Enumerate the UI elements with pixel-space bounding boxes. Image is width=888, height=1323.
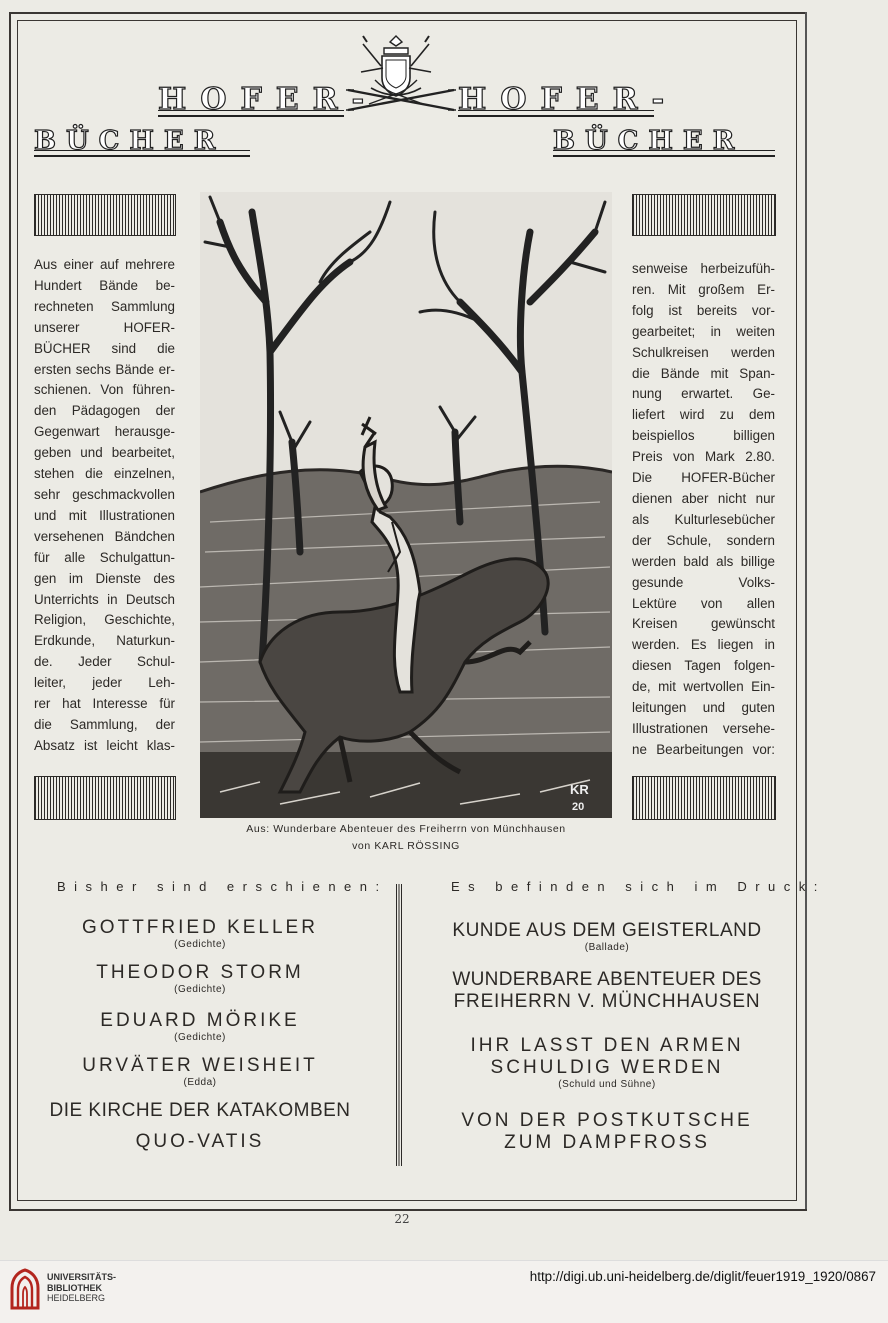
book-title: WUNDERBARE ABENTEUER DES — [452, 969, 762, 990]
illustration-signature-year: 20 — [572, 801, 585, 813]
text-line: werden. Es liegen in — [632, 637, 775, 653]
book-genre: (Gedichte) — [174, 984, 226, 995]
book-title-line2: SCHULDIG WERDEN — [490, 1057, 724, 1078]
text-line: Kreisen gewünscht — [632, 616, 775, 632]
text-line: Unterrichts in Deutsch — [34, 591, 175, 607]
title-buecher-left: BÜCHER — [34, 126, 226, 156]
text-line: dienen aber nicht nur — [632, 490, 775, 506]
text-line: nung erwartet. Ge- — [632, 386, 775, 402]
book-title-line2: FREIHERRN V. MÜNCHHAUSEN — [453, 991, 761, 1012]
text-line: für alle Schulgattun- — [34, 549, 175, 565]
text-line: Preis von Mark 2.80. — [632, 449, 775, 465]
text-line: Die HOFER-Bücher — [632, 470, 775, 486]
book-entry — [10, 917, 390, 951]
text-line: versehenen Bändchen — [34, 528, 175, 544]
text-line: gearbeitet; in weiten — [632, 323, 775, 339]
book-title-line2: ZUM DAMPFROSS — [504, 1132, 710, 1153]
text-line: diesen Tagen folgen- — [632, 658, 775, 674]
text-line: de. Jeder Schul- — [34, 654, 175, 670]
book-genre: (Gedichte) — [174, 939, 226, 950]
book-entry — [417, 969, 797, 1013]
text-line: senweise herbeizufüh- — [632, 261, 775, 276]
text-line: Erdkunde, Naturkun- — [34, 633, 175, 649]
text-line: der Schule, sondern — [632, 532, 775, 548]
logo-text-line: BIBLIOTHEK — [47, 1282, 102, 1293]
text-column-right — [632, 259, 775, 761]
text-line: Aus einer auf mehrere — [34, 257, 175, 272]
title-buecher-right: BÜCHER — [553, 126, 745, 156]
text-line: Lektüre von allen — [632, 595, 775, 611]
page-number: 22 — [394, 1212, 410, 1226]
text-line: sehr geschmackvollen — [34, 486, 175, 502]
book-entry — [417, 1110, 797, 1154]
illustration-signature-initials: KR — [570, 782, 589, 797]
text-line: als Kulturlesebücher — [632, 511, 775, 527]
text-line: Religion, Geschichte, — [34, 612, 175, 628]
crossed-swords-icon — [344, 88, 458, 112]
book-entry — [10, 962, 390, 996]
decor-stripe-bottom-right — [632, 776, 776, 820]
book-title: DIE KIRCHE DER KATAKOMBEN — [49, 1100, 351, 1121]
decor-stripe-top-right — [632, 194, 776, 236]
column-divider — [396, 884, 404, 1166]
book-genre: (Ballade) — [584, 942, 630, 953]
book-entry — [10, 1131, 390, 1153]
book-title: URVÄTER WEISHEIT — [82, 1055, 318, 1076]
text-line: Gegenwart herausge- — [34, 424, 175, 440]
book-title: QUO-VATIS — [135, 1131, 265, 1152]
decor-stripe-top-left — [34, 194, 176, 236]
text-line: de, mit wertvollen Ein- — [632, 679, 775, 695]
text-line: schienen. Von führen- — [34, 382, 175, 398]
book-entry — [10, 1100, 390, 1122]
page-edge-rule — [805, 12, 807, 1209]
book-title: IHR LASST DEN ARMEN — [470, 1035, 744, 1056]
text-line: unserer HOFER- — [34, 319, 175, 335]
text-line: ersten sechs Bände er- — [34, 361, 175, 377]
text-line: werden bald als billige — [632, 553, 775, 569]
text-column-left — [34, 255, 175, 757]
text-line: die Bände mit Span- — [632, 365, 775, 381]
in-print-heading: Es befinden sich im Druck: — [451, 879, 826, 894]
text-line: folg ist bereits vor- — [632, 302, 775, 318]
book-title: GOTTFRIED KELLER — [82, 917, 318, 938]
title-rule-right — [458, 110, 654, 117]
text-line: liefert wird zu dem — [632, 407, 775, 423]
logo-text-line: HEIDELBERG — [47, 1293, 106, 1303]
text-line: geben und bearbeitet, — [34, 445, 175, 461]
text-line: rer hat Interesse für — [34, 696, 175, 712]
text-line: Absatz ist leicht klas- — [34, 737, 175, 753]
title-hofer-left: HOFER- — [158, 82, 379, 117]
text-line: leitungen und guten — [632, 700, 775, 716]
text-line: Illustrationen versehe- — [632, 720, 775, 736]
university-library-name[interactable] — [47, 1272, 116, 1304]
text-line: gesunde Volks- — [632, 574, 775, 590]
text-line: stehen die einzelnen, — [34, 466, 175, 482]
text-line: leiter, jeder Leh- — [34, 675, 175, 691]
title-hofer-right: HOFER- — [458, 82, 679, 117]
title-rule-left — [158, 110, 344, 117]
text-line: und mit Illustrationen — [34, 507, 175, 523]
book-title: EDUARD MÖRIKE — [100, 1010, 300, 1031]
book-entry — [417, 920, 797, 954]
permalink-url[interactable]: http://digi.ub.uni-heidelberg.de/diglit/feuer1919_1920/0867 — [529, 1269, 876, 1284]
book-entry — [10, 1010, 390, 1044]
book-title: THEODOR STORM — [96, 962, 304, 983]
text-line: beispiellos billigen — [632, 428, 775, 444]
text-line: ne Bearbeitungen vor: — [632, 741, 775, 757]
book-title: VON DER POSTKUTSCHE — [461, 1110, 753, 1131]
university-library-logo-icon[interactable] — [10, 1268, 40, 1310]
text-line: gen im Dienste des — [34, 570, 175, 586]
text-line: ren. Mit großem Er- — [632, 281, 775, 297]
text-line: den Pädagogen der — [34, 403, 175, 419]
book-genre: (Gedichte) — [174, 1032, 226, 1043]
book-entry — [417, 1035, 797, 1091]
book-title: KUNDE AUS DEM GEISTERLAND — [452, 920, 762, 941]
book-genre: (Edda) — [183, 1077, 217, 1088]
subtitle-rule-right — [553, 150, 775, 157]
logo-text-line: UNIVERSITÄTS- — [47, 1272, 117, 1282]
woodcut-illustration — [200, 192, 612, 818]
text-line: Schulkreisen werden — [632, 344, 775, 360]
text-line: die Sammlung, der — [34, 716, 175, 732]
text-line: rechneten Sammlung — [34, 298, 175, 314]
illustration-caption: Aus: Wunderbare Abenteuer des Freiherrn von Münchhausen — [246, 823, 566, 835]
illustration-credit: von KARL RÖSSING — [352, 840, 460, 852]
book-entry — [10, 1055, 390, 1089]
book-genre: (Schuld und Sühne) — [558, 1079, 656, 1090]
subtitle-rule-left — [34, 150, 250, 157]
text-line: BÜCHER sind die — [34, 340, 175, 356]
decor-stripe-bottom-left — [34, 776, 176, 820]
published-heading: Bisher sind erschienen: — [57, 879, 388, 894]
text-line: Hundert Bände be- — [34, 277, 175, 293]
